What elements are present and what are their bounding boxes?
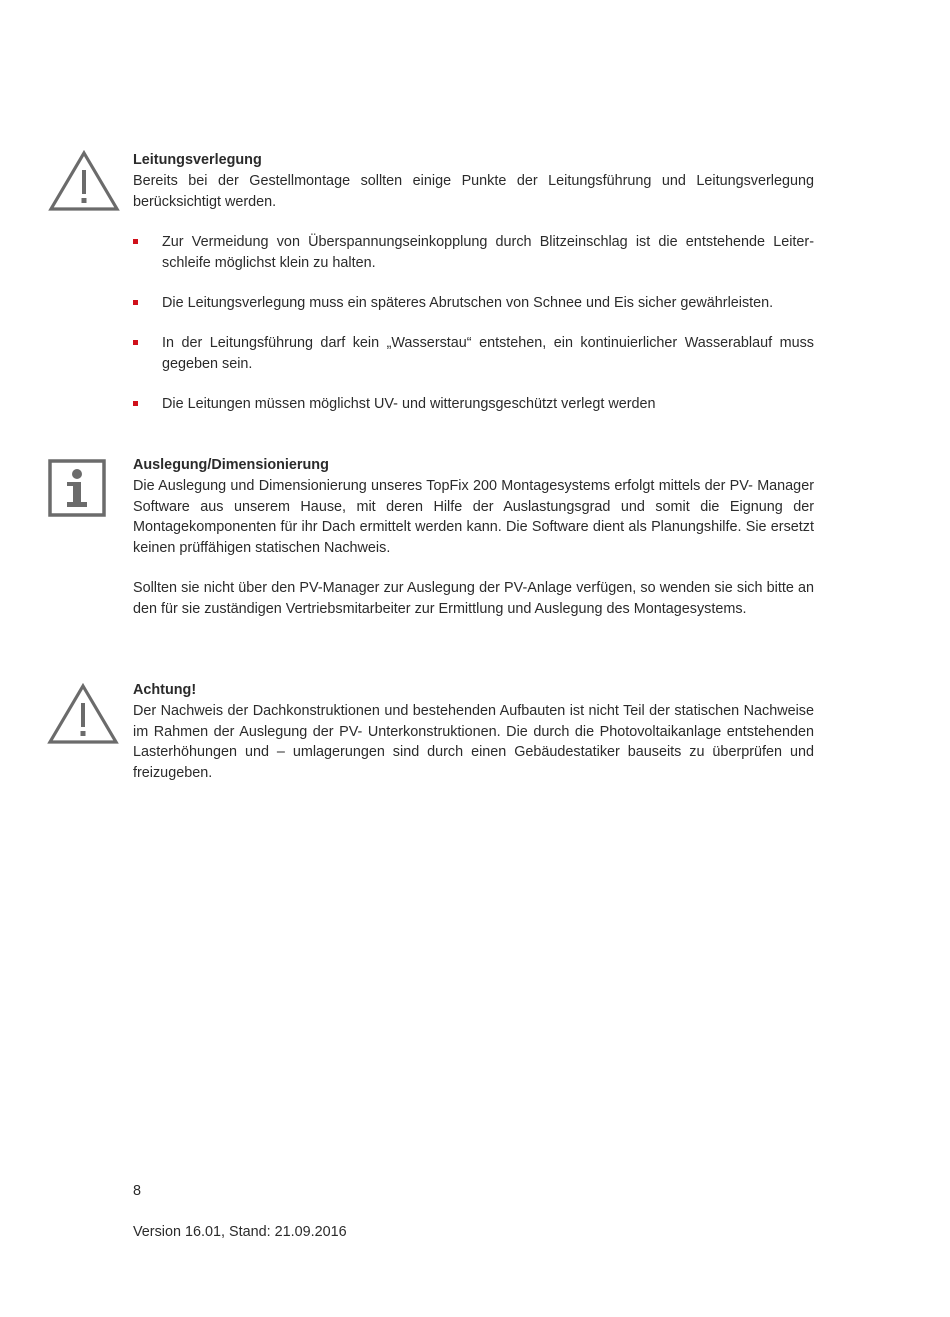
list-item <box>133 232 814 274</box>
list-item <box>133 333 814 375</box>
bullet-square-icon <box>133 340 138 345</box>
section-paragraph: Die Auslegung und Dimensionierung unseres TopFix 200 Montagesystems erfolgt mittels der PV- Manager Software aus unserem Hause, mit deren Hilfe der Auslastungsgrad und somit die Eignung der Montagekomponenten für ihr Dach ermittelt werden kann. Die Software dient als Planungshilfe. Sie ersetzt keinen prüffähigen statischen Nachweis. <box>133 477 814 557</box>
list-item-text: In der Leitungsführung darf kein „Wasserstau“ entstehen, ein kontinuierlicher Wasserablauf muss gegeben sein. <box>162 335 814 372</box>
bullet-square-icon <box>133 401 138 406</box>
list-item-text: Zur Vermeidung von Überspannungseinkopplung durch Blitzeinschlag ist die entstehende Leiter-schleife möglichst klein zu halten. <box>162 234 814 271</box>
bullet-square-icon <box>133 239 138 244</box>
section-intro: Bereits bei der Gestellmontage sollten einige Punkte der Leitungsführung und Leitungsverlegung berücksichtigt werden. <box>133 172 814 210</box>
warning-triangle-icon <box>47 683 119 745</box>
list-item-text: Die Leitungsverlegung muss ein späteres Abrutschen von Schnee und Eis sicher gewährleisten. <box>162 295 774 311</box>
section-paragraph: Sollten sie nicht über den PV-Manager zur Auslegung der PV-Anlage verfügen, so wenden sie sich bitte an den für sie zuständigen Vertriebsmitarbeiter zur Ermittlung und Auslegung des Montagesystems. <box>133 579 814 617</box>
section-achtung <box>133 680 814 784</box>
list-item <box>133 293 814 314</box>
section-leitungsverlegung <box>133 150 814 212</box>
page-number: 8 <box>133 1183 142 1199</box>
info-icon <box>48 459 108 519</box>
section-heading: Auslegung/Dimensionierung <box>133 457 329 473</box>
list-item-text: Die Leitungen müssen möglichst UV- und witterungsgeschützt verlegt werden <box>162 396 656 412</box>
section-heading: Achtung! <box>133 682 197 698</box>
bullet-list <box>133 232 814 422</box>
warning-triangle-icon <box>48 150 120 212</box>
version-info: Version 16.01, Stand: 21.09.2016 <box>133 1224 347 1240</box>
section-paragraph: Der Nachweis der Dachkonstruktionen und bestehenden Aufbauten ist nicht Teil der statischen Nachweise im Rahmen der Auslegung der PV- Unterkonstruktionen. Die durch die Photovoltaikanlage entstehenden Lasterhöhungen und – umlagerungen sind durch einen Gebäudestatiker bauseits zu überprüfen und freizugeben. <box>133 702 814 782</box>
list-item <box>133 394 814 415</box>
section-auslegung <box>133 455 814 620</box>
section-heading: Leitungsverlegung <box>133 152 262 168</box>
bullet-square-icon <box>133 300 138 305</box>
